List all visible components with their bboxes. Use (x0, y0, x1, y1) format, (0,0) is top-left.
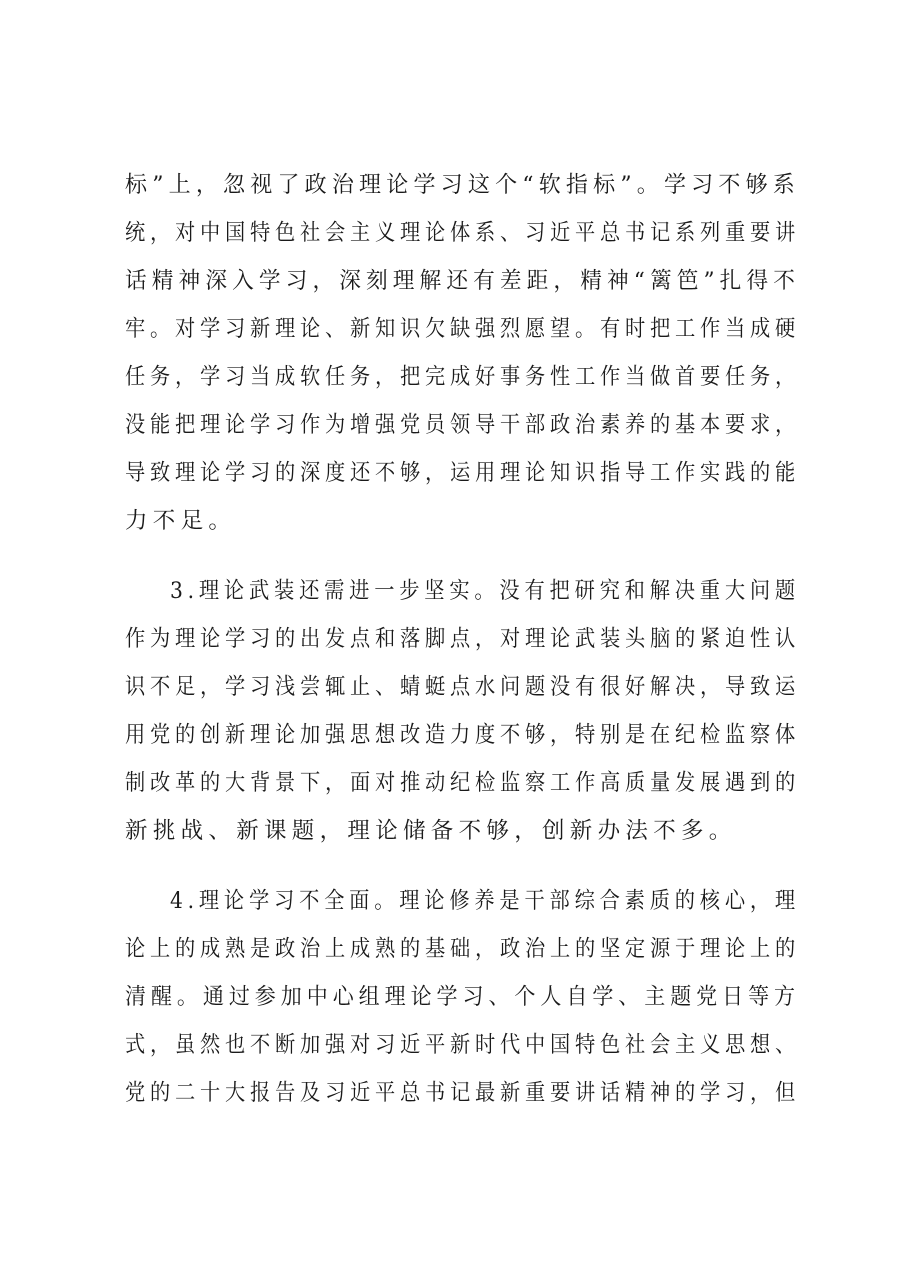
paragraph-line: 没能把理论学习作为增强党员领导干部政治素养的基本要求， (125, 412, 801, 438)
paragraph-line: 统，对中国特色社会主义理论体系、习近平总书记系列重要讲 (125, 220, 801, 246)
paragraph-line: 4.理论学习不全面。理论修养是干部综合素质的核心，理 (170, 888, 800, 914)
paragraph-line: 力不足。 (125, 508, 237, 534)
paragraph-line: 导致理论学习的深度还不够，运用理论知识指导工作实践的能 (125, 460, 801, 486)
paragraph-line: 用党的创新理论加强思想改造力度不够，特别是在纪检监察体 (125, 722, 801, 748)
paragraph-line: 清醒。通过参加中心组理论学习、个人自学、主题党日等方 (125, 984, 801, 1010)
paragraph-line: 作为理论学习的出发点和落脚点，对理论武装头脑的紧迫性认 (125, 626, 801, 652)
paragraph-line: 论上的成熟是政治上成熟的基础，政治上的坚定源于理论上的 (125, 936, 801, 962)
paragraph-line: 话精神深入学习，深刻理解还有差距，精神“篱笆”扎得不 (125, 268, 801, 294)
paragraph-line: 牢。对学习新理论、新知识欠缺强烈愿望。有时把工作当成硬 (125, 316, 801, 342)
paragraph-line: 新挑战、新课题，理论储备不够，创新办法不多。 (125, 818, 737, 844)
paragraph-line: 党的二十大报告及习近平总书记最新重要讲话精神的学习，但 (125, 1080, 801, 1106)
paragraph-line: 识不足，学习浅尝辄止、蜻蜓点水问题没有很好解决，导致运 (125, 674, 801, 700)
paragraph-line: 3.理论武装还需进一步坚实。没有把研究和解决重大问题 (170, 578, 800, 604)
paragraph-line: 式，虽然也不断加强对习近平新时代中国特色社会主义思想、 (125, 1032, 801, 1058)
paragraph-line: 任务，学习当成软任务，把完成好事务性工作当做首要任务， (125, 364, 801, 390)
paragraph-line: 标”上，忽视了政治理论学习这个“软指标”。学习不够系 (125, 172, 800, 198)
paragraph-line: 制改革的大背景下，面对推动纪检监察工作高质量发展遇到的 (125, 770, 801, 796)
